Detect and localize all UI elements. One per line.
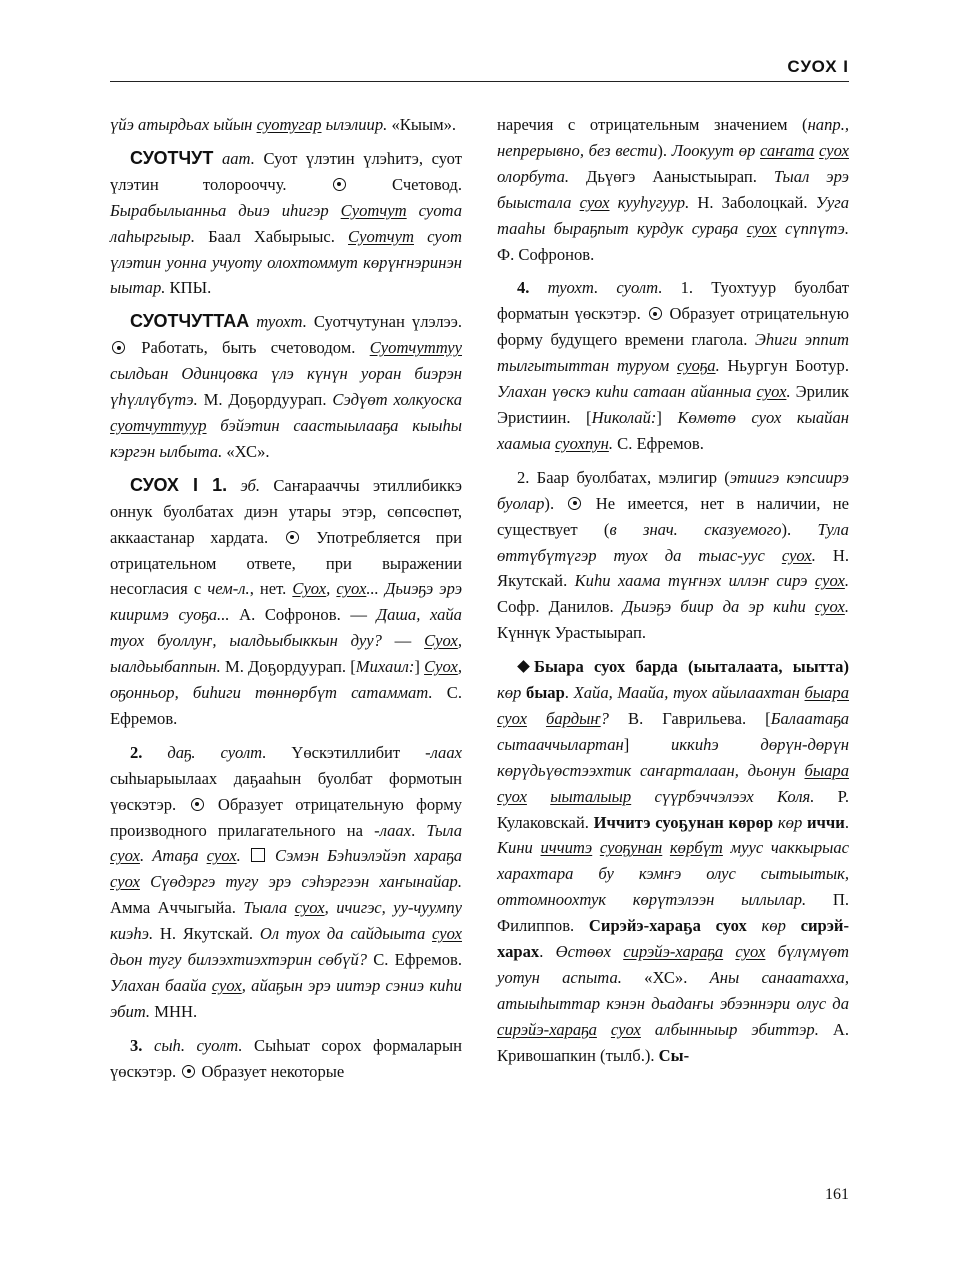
entry-headword: СУОТЧУТТАА — [130, 311, 250, 332]
left-column-paragraph: СУОХ I 1. эб. Саҥарааччы этиллибиккэ оннук буолбатах диэн утары этэр, сөпсөспөт, аккаастанар хардата. Употребляется при отрицательном ответе, при выражении несогласия с чем-л., нет. Суох, суох... Дьиэҕэ эрэ кииримэ суоҕа... А. Софронов. — Даша, хайа туох буоллуҥ, ыалдьыбыккын дуу? — Суох, ыалдьыбаппын. М. Доҕордуурап. [Михаил:] Суох, оҕонньор, биһиги төннөрбүт сатаммат. С. Ефремов. — [110, 474, 463, 728]
right-column-paragraph: Быара суох барда (ыыталаата, ыытта) көр быар. Хайа, Маайа, туох айылаахтан быара суох бардыҥ? В. Гаврильева. [Балаатаҕа сытааччылартан] иккиһэ дөрүн-дөрүн көрүдьүөстээхтик саҥарталаан, дьонун быара суох ыыталыыр сүүрбэччэлээх Коля. Р. Кулаковскай. Иччитэ суоҕунан көрөр көр иччи. Кини иччитэ суоҕунан көрбүт муус чаккырыас харахтара бу кэмҥэ олус сытыытык, оттомноохтук көрүтэлээн ыллылар. П. Филиппов. Сирэйэ-хараҕа суох көр сирэй-харах. Өстөөх сирэйэ-хараҕа суох бүлүмүөт уотун аспыта. «ХС». Аны санаатахха, атыыһыттар кэнэн дьадаҥы эбээннэри олус да сирэйэ-хараҕа суох албынныыр эбиттэр. А. Кривошапкин (тылб.). Сы- — [497, 657, 850, 1065]
entry-headword: СУОХ I 1. — [130, 474, 228, 495]
right-column — [497, 112, 849, 1077]
running-header — [110, 55, 849, 82]
running-headword: СУОХ I — [787, 57, 849, 76]
left-column-paragraph: СУОТЧУТТАА туохт. Суотчутунан үлэлээ. Работать, быть счетоводом. Суотчуттуу сылдьан Одинцовка үлэ күнүн уоран биэрэн үһүллүбүтэ. М. Доҕордуурап. Сэдүөт холкуоска суотчуттуур бэйэтин саастыылааҕа кыыһы кэргэн ылбыта. «ХС». — [110, 311, 462, 461]
square-icon — [251, 848, 265, 862]
circle-dot-icon — [649, 307, 662, 320]
left-column — [110, 112, 462, 1093]
right-column-paragraph: наречия с отрицательным значением (напр., непрерывно, без вести). Лоокуут өр саҥата суох олорбута. Дьүөгэ Ааныстыырап. Тыал эрэ быыстала суох кууһугуур. Н. Заболоцкай. Ууга тааһы быраҕпыт курдук сураҕа суох сүппүтэ. Ф. Софронов. — [497, 115, 850, 264]
right-column-paragraph: 2. Баар буолбатах, мэлигир (этиигэ кэпсиирэ буолар). Не имеется, нет в наличии, не существует (в знач. сказуемого). Тула өттүбүтүгэр туох да тыас-уус суох. Н. Якутскай. Киһи хаама түҥнэх иллэҥ сирэ суох. Софр. Данилов. Дьиэҕэ биир да эр киһи суох. Күннүк Урастыырап. — [497, 467, 849, 643]
circle-dot-icon — [568, 497, 581, 510]
page-number: 161 — [825, 1186, 849, 1203]
circle-dot-icon — [286, 531, 299, 544]
entry-headword: СУОТЧУТ — [130, 147, 214, 168]
right-column-paragraph: 4. туохт. суолт. 1. Туохтуур буолбат форматын үөскэтэр. Образует отрицательную форму будущего времени глагола. Эһиги эппит тылгытыттан туруом суоҕа. Ньургун Боотур. Улахан үөскэ киһи сатаан айанныа суох. Эрилик Эристиин. [Николай:] Көмөтө суох кыайан хаамыа суохпун. С. Ефремов. — [497, 278, 849, 453]
left-column-paragraph: 3. сыһ. суолт. Сыһыат сорох формаларын үөскэтэр. Образует некоторые — [110, 1035, 462, 1081]
left-column-paragraph: 2. даҕ. суолт. Үөскэтиллибит -лаах сыһыарыылаах даҕааһын буолбат формотын үөскэтэр. Образует отрицательную форму производного прилагательного на -лаах. Тыла суох. Атаҕа суох. Сэмэн Бэһиэлэйэп хараҕа суох Сүөдэргэ тугу эрэ сэһэргээн хаҥынайар. Амма Аччыгыйа. Тыала суох, ичигэс, уу-чуумпу киэһэ. Н. Якутскай. Ол туох да сайдыыта суох дьон тугу билээхтиэхтэрин сөбүй? С. Ефремов. Улахан баайа суох, айаҕын эрэ иитэр сэниэ киһи эбит. МНН. — [110, 742, 462, 1021]
left-column-paragraph: СУОТЧУТ аат. Суот үлэтин үлэһитэ, суот үлэтин толорооччу. Счетовод. Бырабылыанньа дьиэ иһигэр Суотчут суота лаһыргыыр. Баал Хабырыыс. Суотчут суот үлэтин уонна учуоту олохтоммут көрүҥнэринэн ыытар. КПЫ. — [110, 147, 462, 298]
diamond-icon — [517, 660, 530, 673]
left-column-paragraph: үйэ атырдьах ыйын суотугар ылэлиир. «Кыым». — [110, 115, 457, 134]
circle-dot-icon — [333, 178, 346, 191]
circle-dot-icon — [182, 1065, 195, 1078]
circle-dot-icon — [191, 798, 204, 811]
circle-dot-icon — [112, 341, 125, 354]
